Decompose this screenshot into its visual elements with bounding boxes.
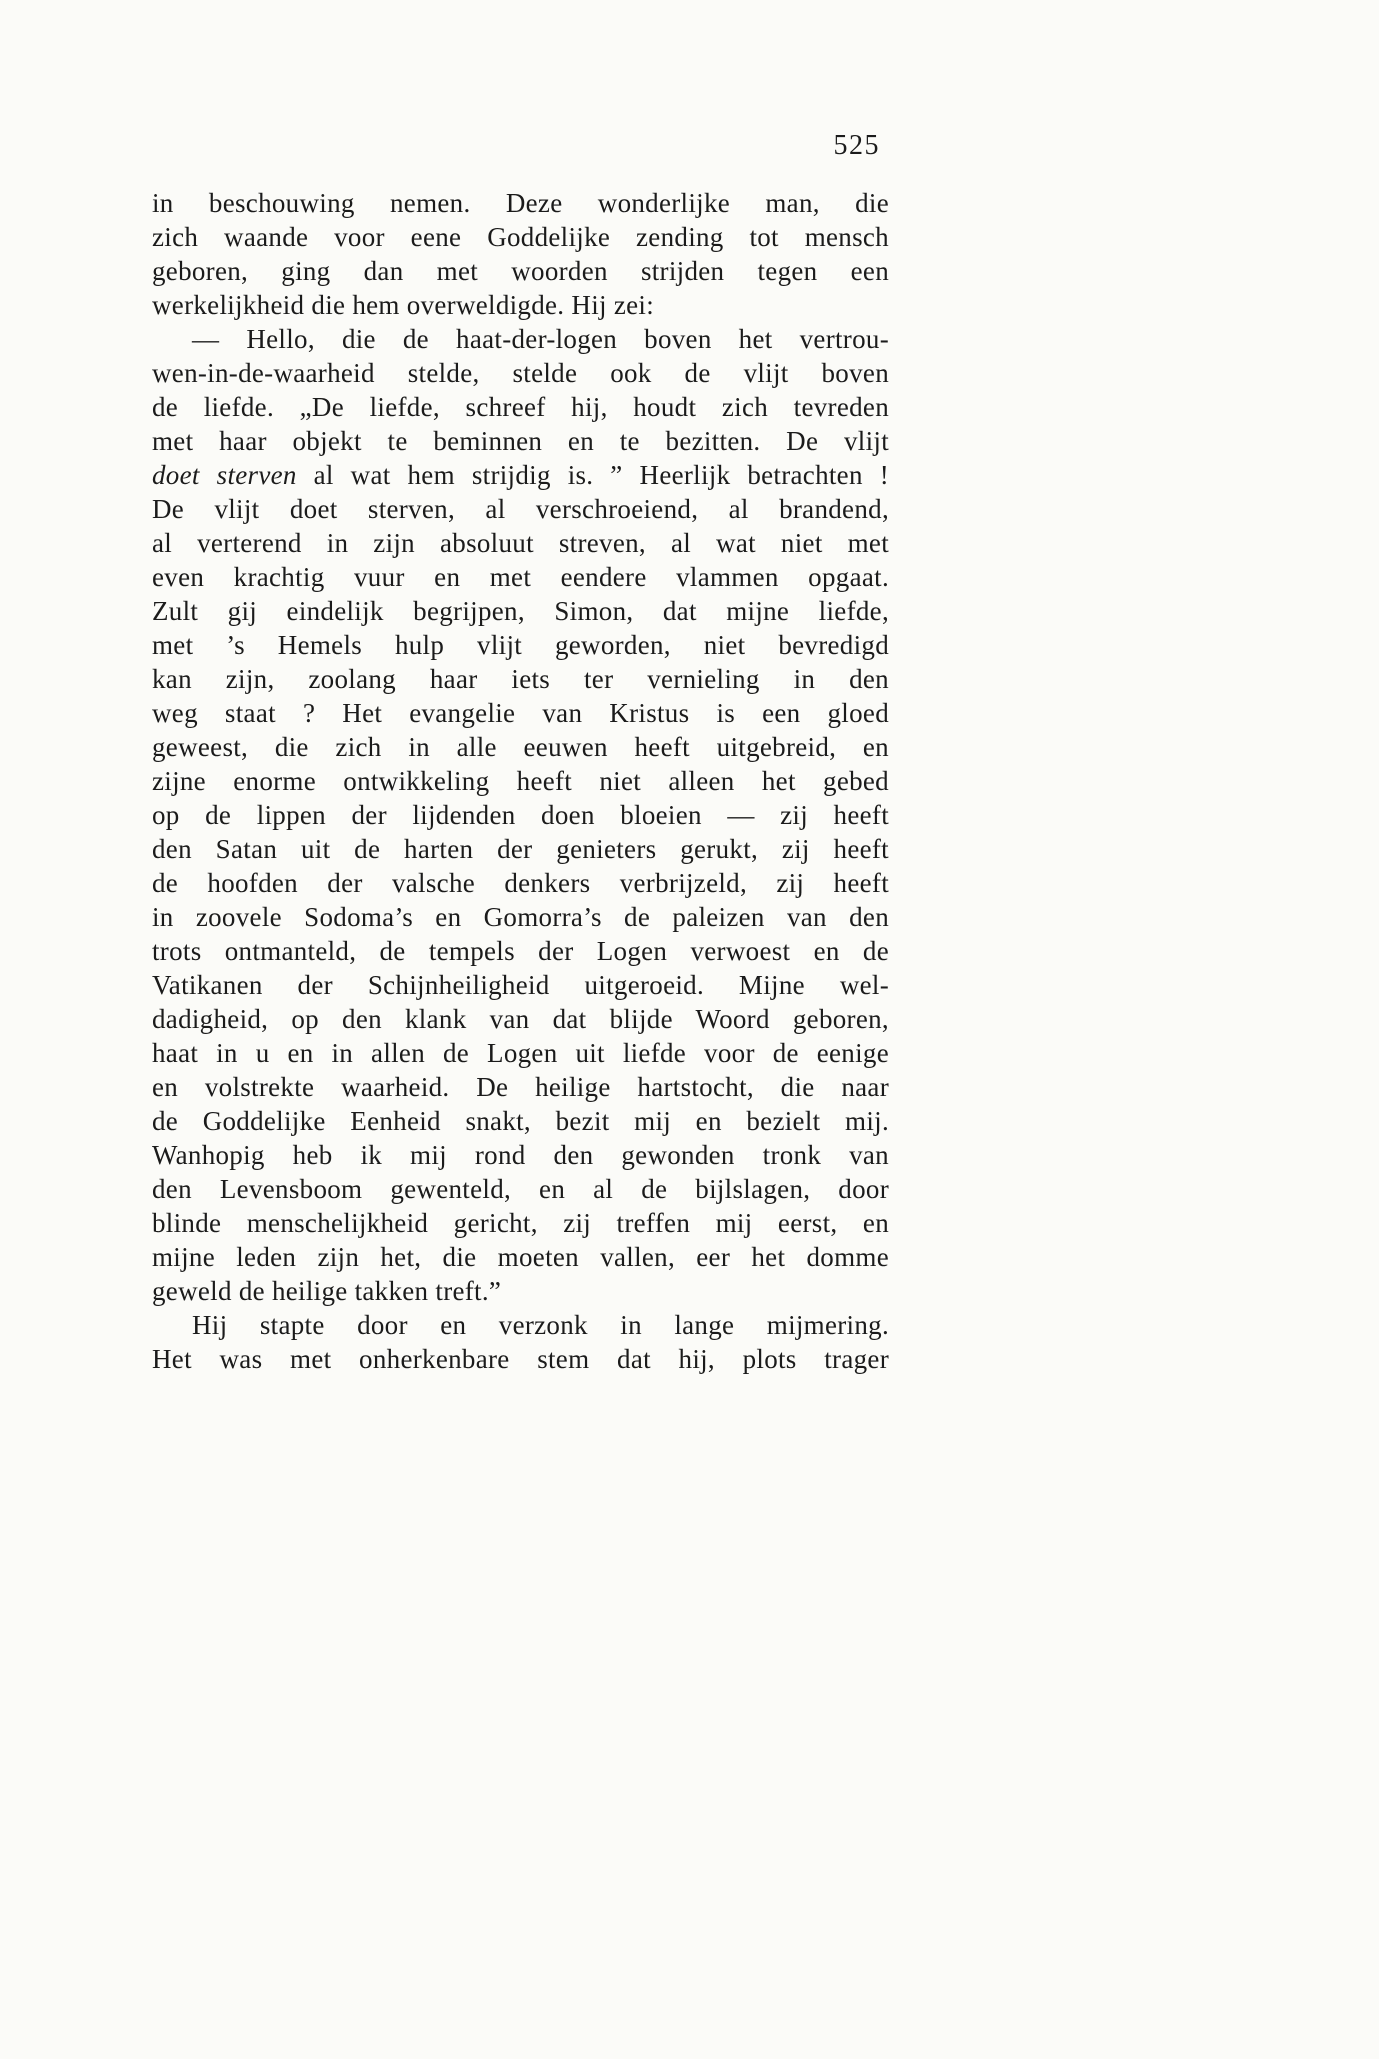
text-line xyxy=(152,1274,889,1308)
text-segment: geweest, die zich in alle eeuwen heeft uitgebreid, en xyxy=(152,732,889,762)
text-line xyxy=(152,220,889,254)
text-line xyxy=(152,424,889,458)
text-segment: wen-in-de-waarheid stelde, stelde ook de vlijt boven xyxy=(152,358,889,388)
text-line xyxy=(152,1172,889,1206)
text-segment: met ’s Hemels hulp vlijt geworden, niet bevredigd xyxy=(152,630,889,660)
text-line xyxy=(152,696,889,730)
text-segment: mijne leden zijn het, die moeten vallen, eer het domme xyxy=(152,1242,889,1272)
text-segment: Vatikanen der Schijnheiligheid uitgeroeid. Mijne wel- xyxy=(152,970,889,1000)
text-segment: met haar objekt te beminnen en te bezitten. De vlijt xyxy=(152,426,889,456)
text-segment: al verterend in zijn absoluut streven, al wat niet met xyxy=(152,528,889,558)
text-line xyxy=(152,526,889,560)
text-line xyxy=(152,662,889,696)
text-line xyxy=(152,968,889,1002)
text-line xyxy=(152,934,889,968)
text-segment: al wat hem strijdig is. ” Heerlijk betrachten ! xyxy=(296,460,889,490)
text-segment: in zoovele Sodoma’s en Gomorra’s de paleizen van den xyxy=(152,902,889,932)
text-segment: Hij stapte door en verzonk in lange mijmering. xyxy=(192,1310,889,1340)
text-line xyxy=(152,560,889,594)
text-line xyxy=(152,764,889,798)
text-segment: Zult gij eindelijk begrijpen, Simon, dat mijne liefde, xyxy=(152,596,889,626)
text-line xyxy=(152,1002,889,1036)
text-line xyxy=(152,186,889,220)
text-block xyxy=(152,186,889,1376)
text-segment: op de lippen der lijdenden doen bloeien — zij heeft xyxy=(152,800,889,830)
text-segment: werkelijkheid die hem overweldigde. Hij zei: xyxy=(152,290,655,320)
text-line xyxy=(152,798,889,832)
text-segment: haat in u en in allen de Logen uit liefde voor de eenige xyxy=(152,1038,889,1068)
text-segment: de liefde. „De liefde, schreef hij, houdt zich tevreden xyxy=(152,392,889,422)
text-line xyxy=(152,254,889,288)
text-line xyxy=(152,356,889,390)
text-line xyxy=(152,628,889,662)
text-line xyxy=(152,1206,889,1240)
text-segment: even krachtig vuur en met eendere vlammen opgaat. xyxy=(152,562,889,592)
text-line xyxy=(152,1342,889,1376)
italic-text-segment: doet sterven xyxy=(152,460,297,490)
text-line xyxy=(152,322,889,356)
text-line xyxy=(152,1036,889,1070)
text-line xyxy=(152,900,889,934)
text-segment: en volstrekte waarheid. De heilige hartstocht, die naar xyxy=(152,1072,889,1102)
text-segment: Wanhopig heb ik mij rond den gewonden tronk van xyxy=(152,1140,889,1170)
text-line xyxy=(152,390,889,424)
text-segment: zijne enorme ontwikkeling heeft niet alleen het gebed xyxy=(152,766,889,796)
text-segment: geweld de heilige takken treft.” xyxy=(152,1276,502,1306)
text-line xyxy=(152,492,889,526)
text-segment: geboren, ging dan met woorden strijden tegen een xyxy=(152,256,889,286)
text-segment: in beschouwing nemen. Deze wonderlijke man, die xyxy=(152,188,889,218)
text-segment: De vlijt doet sterven, al verschroeiend, al brandend, xyxy=(152,494,889,524)
text-line xyxy=(152,1104,889,1138)
text-segment: — Hello, die de haat-der-logen boven het vertrou- xyxy=(192,324,889,354)
text-line xyxy=(152,832,889,866)
page-number: 525 xyxy=(833,130,880,161)
text-line xyxy=(152,1240,889,1274)
text-segment: zich waande voor eene Goddelijke zending tot mensch xyxy=(152,222,889,252)
text-segment: den Satan uit de harten der genieters gerukt, zij heeft xyxy=(152,834,889,864)
text-line xyxy=(152,458,889,492)
text-line xyxy=(152,1138,889,1172)
text-segment: blinde menschelijkheid gericht, zij treffen mij eerst, en xyxy=(152,1208,889,1238)
text-line xyxy=(152,866,889,900)
text-segment: de hoofden der valsche denkers verbrijzeld, zij heeft xyxy=(152,868,889,898)
text-line xyxy=(152,288,889,322)
text-line xyxy=(152,1070,889,1104)
text-segment: trots ontmanteld, de tempels der Logen verwoest en de xyxy=(152,936,889,966)
text-segment: de Goddelijke Eenheid snakt, bezit mij en bezielt mij. xyxy=(152,1106,889,1136)
text-line xyxy=(152,1308,889,1342)
text-segment: kan zijn, zoolang haar iets ter vernieling in den xyxy=(152,664,889,694)
text-segment: Het was met onherkenbare stem dat hij, plots trager xyxy=(152,1344,889,1374)
text-line xyxy=(152,730,889,764)
text-segment: den Levensboom gewenteld, en al de bijlslagen, door xyxy=(152,1174,889,1204)
text-line xyxy=(152,594,889,628)
text-segment: dadigheid, op den klank van dat blijde Woord geboren, xyxy=(152,1004,889,1034)
text-segment: weg staat ? Het evangelie van Kristus is een gloed xyxy=(152,698,889,728)
